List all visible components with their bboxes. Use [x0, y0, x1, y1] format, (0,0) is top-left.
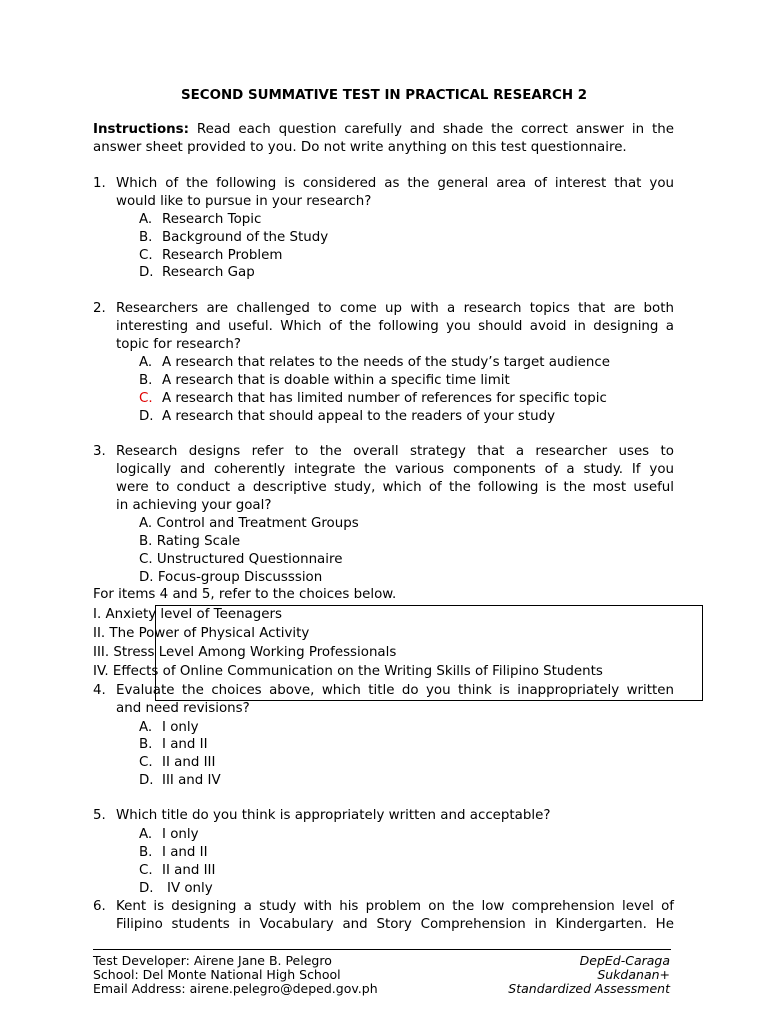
q2-option-b: A research that is doable within a specific time limit: [162, 373, 510, 388]
q5-option-c-letter: C.: [139, 863, 153, 878]
footer-org: DepEd-Caraga: [579, 953, 670, 968]
q1-option-a: Research Topic: [162, 212, 262, 227]
q2-option-a: A research that relates to the needs of the study’s target audience: [162, 355, 611, 370]
question-4-number: 4.: [93, 683, 106, 698]
q4-option-c-letter: C.: [139, 755, 153, 770]
question-6-number: 6.: [93, 899, 106, 914]
q4-option-a-letter: A.: [139, 720, 153, 735]
q5-option-d-letter: D.: [139, 881, 154, 896]
q5-option-a-letter: A.: [139, 827, 153, 842]
q3-option-d: D. Focus-group Discusssion: [139, 570, 323, 585]
q3-option-c: C. Unstructured Questionnaire: [139, 552, 343, 567]
q5-option-c: II and III: [162, 863, 216, 878]
q4-option-b: I and II: [162, 737, 208, 752]
choice-iv: IV. Effects of Online Communication on the Writing Skills of Filipino Students: [93, 664, 603, 679]
footer-assessment: Standardized Assessment: [508, 981, 670, 996]
footer-divider: [93, 949, 671, 950]
question-3-number: 3.: [93, 444, 106, 459]
instructions-label: Instructions:: [93, 122, 190, 137]
q2-option-b-letter: B.: [139, 373, 153, 388]
q4-option-a: I only: [162, 720, 199, 735]
question-6-text: Kent is designing a study with his problem on the low comprehension level of Filipino students in Vocabulary and Story Comprehension in Kindergarten. He: [116, 899, 674, 932]
q4-option-d: III and IV: [162, 773, 221, 788]
choice-i: I. Anxiety level of Teenagers: [93, 607, 282, 622]
question-5-text: Which title do you think is appropriately written and acceptable?: [116, 808, 551, 823]
question-3-text: Research designs refer to the overall strategy that a researcher uses to logically and coherently integrate the various components of a study. If you were to conduct a descriptive study, which of the following is the most useful in achieving your goal?: [116, 444, 674, 513]
question-5-number: 5.: [93, 808, 106, 823]
q5-option-a: I only: [162, 827, 199, 842]
q1-option-c: Research Problem: [162, 248, 283, 263]
footer-email: Email Address: airene.pelegro@deped.gov.ph: [93, 981, 378, 996]
choice-iii: III. Stress Level Among Working Professionals: [93, 645, 397, 660]
q5-option-b-letter: B.: [139, 845, 153, 860]
question-4-text: Evaluate the choices above, which title do you think is inappropriately written and need revisions?: [116, 683, 674, 716]
question-2-text: Researchers are challenged to come up with a research topics that are both interesting and useful. Which of the following you should avoid in designing a topic for research?: [116, 301, 674, 352]
q3-option-b: B. Rating Scale: [139, 534, 241, 549]
q2-option-d: A research that should appeal to the readers of your study: [162, 409, 556, 424]
q2-option-c: A research that has limited number of references for specific topic: [162, 391, 607, 406]
question-1-text: Which of the following is considered as the general area of interest that you would like to pursue in your research?: [116, 176, 674, 209]
q3-option-a: A. Control and Treatment Groups: [139, 516, 359, 531]
q4-option-c: II and III: [162, 755, 216, 770]
footer-program: Sukdanan+: [597, 967, 670, 982]
q1-option-a-letter: A.: [139, 212, 153, 227]
q1-option-c-letter: C.: [139, 248, 153, 263]
choices-intro: For items 4 and 5, refer to the choices below.: [93, 587, 397, 602]
question-2-number: 2.: [93, 301, 106, 316]
instructions-line-2: answer sheet provided to you. Do not write anything on this test questionnaire.: [93, 140, 627, 155]
q2-option-c-letter-highlighted: C.: [139, 391, 153, 406]
q4-option-d-letter: D.: [139, 773, 154, 788]
q2-option-d-letter: D.: [139, 409, 154, 424]
page-title: SECOND SUMMATIVE TEST IN PRACTICAL RESEARCH 2: [180, 88, 588, 103]
choice-ii: II. The Power of Physical Activity: [93, 626, 310, 641]
q1-option-d: Research Gap: [162, 265, 255, 280]
q4-option-b-letter: B.: [139, 737, 153, 752]
instructions-line-1: Instructions: Read each question carefully and shade the correct answer in the: [93, 122, 674, 137]
q1-option-d-letter: D.: [139, 265, 154, 280]
q1-option-b: Background of the Study: [162, 230, 329, 245]
q1-option-b-letter: B.: [139, 230, 153, 245]
question-1-number: 1.: [93, 176, 106, 191]
q2-option-a-letter: A.: [139, 355, 153, 370]
q5-option-b: I and II: [162, 845, 208, 860]
q5-option-d: IV only: [167, 881, 213, 896]
footer-school: School: Del Monte National High School: [93, 967, 341, 982]
footer-developer: Test Developer: Airene Jane B. Pelegro: [93, 953, 332, 968]
